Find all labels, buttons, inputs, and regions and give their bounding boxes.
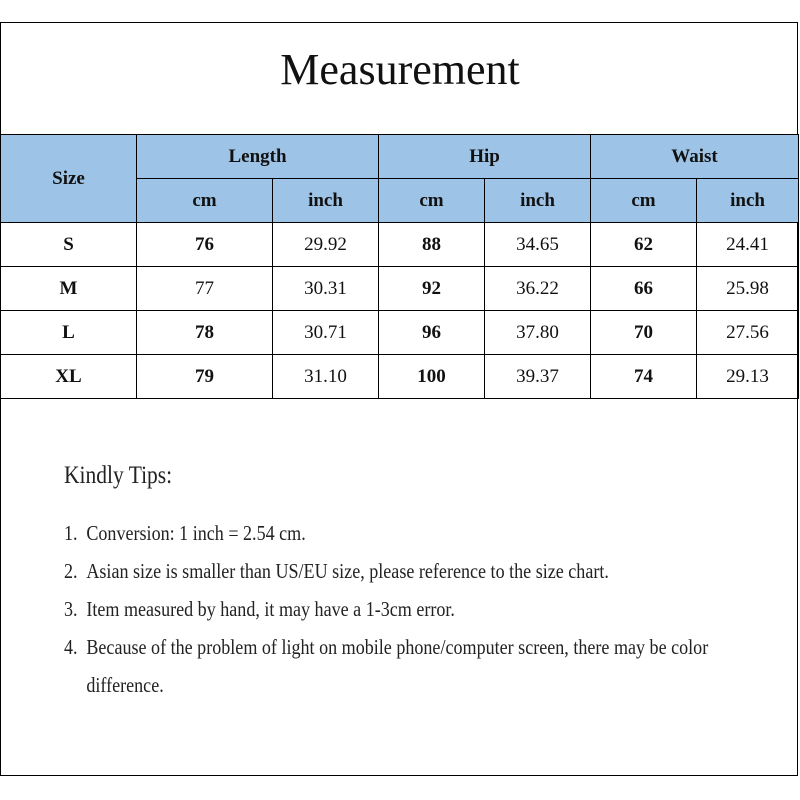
length-inch-cell: 29.92 (273, 223, 379, 267)
tip-number: 3. (64, 597, 78, 621)
page-title: Measurement (280, 45, 520, 94)
waist-header: Waist (591, 135, 799, 179)
length-header: Length (137, 135, 379, 179)
waist-inch-cell: 25.98 (697, 267, 799, 311)
list-item (64, 628, 769, 704)
unit-header: inch (273, 179, 379, 223)
size-cell: L (1, 311, 137, 355)
waist-cm-cell: 62 (591, 223, 697, 267)
hip-inch-cell: 37.80 (485, 311, 591, 355)
tip-text: Asian size is smaller than US/EU size, please reference to the size chart. (86, 559, 609, 583)
waist-inch-cell: 24.41 (697, 223, 799, 267)
hip-inch-cell: 36.22 (485, 267, 591, 311)
tips-title: Kindly Tips: (64, 462, 173, 489)
tip-number: 1. (64, 521, 78, 545)
length-inch-cell: 31.10 (273, 355, 379, 399)
unit-header: cm (137, 179, 273, 223)
unit-header: inch (485, 179, 591, 223)
table-header-row (1, 135, 799, 179)
waist-cm-cell: 70 (591, 311, 697, 355)
tip-number: 4. (64, 635, 78, 659)
tips-list (64, 514, 764, 704)
tips-section (64, 462, 764, 704)
tip-number: 2. (64, 559, 78, 583)
table-row (1, 311, 799, 355)
waist-inch-cell: 29.13 (697, 355, 799, 399)
unit-header: cm (379, 179, 485, 223)
length-inch-cell: 30.31 (273, 267, 379, 311)
unit-header: inch (697, 179, 799, 223)
hip-cm-cell: 100 (379, 355, 485, 399)
length-cm-cell: 77 (137, 267, 273, 311)
size-header: Size (1, 135, 137, 223)
table-row (1, 267, 799, 311)
size-cell: S (1, 223, 137, 267)
list-item (64, 552, 769, 590)
size-table (0, 134, 799, 399)
list-item (64, 514, 769, 552)
size-cell: XL (1, 355, 137, 399)
tip-text: Because of the problem of light on mobile phone/computer screen, there may be color difference. (86, 635, 709, 697)
hip-cm-cell: 88 (379, 223, 485, 267)
length-cm-cell: 78 (137, 311, 273, 355)
tip-text: Conversion: 1 inch = 2.54 cm. (86, 521, 306, 545)
hip-cm-cell: 96 (379, 311, 485, 355)
hip-header: Hip (379, 135, 591, 179)
hip-inch-cell: 34.65 (485, 223, 591, 267)
waist-cm-cell: 74 (591, 355, 697, 399)
hip-inch-cell: 39.37 (485, 355, 591, 399)
unit-header: cm (591, 179, 697, 223)
table-row (1, 355, 799, 399)
waist-inch-cell: 27.56 (697, 311, 799, 355)
table-row (1, 223, 799, 267)
tip-text: Item measured by hand, it may have a 1-3cm error. (86, 597, 455, 621)
list-item (64, 590, 769, 628)
length-cm-cell: 79 (137, 355, 273, 399)
hip-cm-cell: 92 (379, 267, 485, 311)
length-inch-cell: 30.71 (273, 311, 379, 355)
length-cm-cell: 76 (137, 223, 273, 267)
waist-cm-cell: 66 (591, 267, 697, 311)
size-cell: M (1, 267, 137, 311)
